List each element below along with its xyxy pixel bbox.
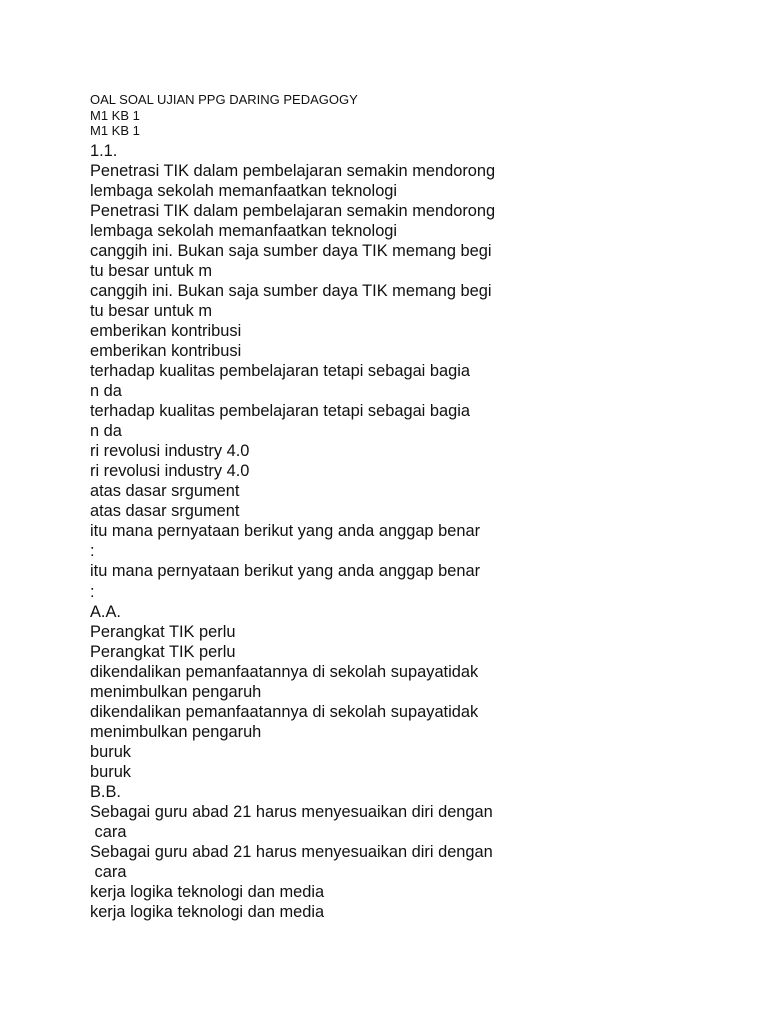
text-line: tu besar untuk m	[90, 261, 213, 280]
text-line: ri revolusi industry 4.0	[90, 442, 250, 461]
text-line: cara	[90, 863, 127, 882]
text-line: kerja logika teknologi dan media	[90, 903, 325, 922]
text-line: itu mana pernyataan berikut yang anda anggap benar	[90, 522, 481, 541]
text-line: A.A.	[90, 602, 121, 621]
module-label: M1 KB 1	[90, 107, 140, 123]
text-line: atas dasar srgument	[90, 502, 240, 521]
document-page	[90, 92, 495, 922]
text-line: buruk	[90, 762, 132, 781]
text-line: canggih ini. Bukan saja sumber daya TIK memang begi	[90, 241, 492, 260]
text-line: dikendalikan pemanfaatannya di sekolah supayatidak	[90, 662, 479, 681]
module-label: M1 KB 1	[90, 123, 140, 138]
text-line: dikendalikan pemanfaatannya di sekolah supayatidak	[90, 702, 479, 721]
text-line: Perangkat TIK perlu	[90, 622, 236, 641]
text-line: tu besar untuk m	[90, 301, 213, 320]
text-line: 1.1.	[90, 141, 118, 160]
text-line: Sebagai guru abad 21 harus menyesuaikan diri dengan	[90, 803, 493, 822]
text-line: Perangkat TIK perlu	[90, 642, 236, 661]
text-line: Penetrasi TIK dalam pembelajaran semakin mendorong	[90, 201, 496, 220]
text-line: atas dasar srgument	[90, 482, 240, 501]
text-line: :	[90, 542, 95, 561]
text-line: emberikan kontribusi	[90, 341, 242, 360]
text-line: n da	[90, 382, 122, 401]
text-line: menimbulkan pengaruh	[90, 682, 262, 701]
text-line: menimbulkan pengaruh	[90, 722, 262, 741]
text-line: n da	[90, 422, 122, 441]
text-line: terhadap kualitas pembelajaran tetapi sebagai bagia	[90, 362, 470, 381]
text-line: buruk	[90, 742, 132, 761]
text-line: lembaga sekolah memanfaatkan teknologi	[90, 181, 398, 200]
text-line: canggih ini. Bukan saja sumber daya TIK memang begi	[90, 281, 492, 300]
text-line: :	[90, 582, 95, 601]
document-title: OAL SOAL UJIAN PPG DARING PEDAGOGY	[90, 92, 358, 107]
document-body	[90, 141, 495, 923]
text-line: emberikan kontribusi	[90, 321, 242, 340]
text-line: B.B.	[90, 783, 121, 801]
text-line: Penetrasi TIK dalam pembelajaran semakin mendorong	[90, 161, 496, 180]
text-line: cara	[90, 823, 127, 842]
text-line: terhadap kualitas pembelajaran tetapi sebagai bagia	[90, 402, 470, 421]
text-line: ri revolusi industry 4.0	[90, 462, 250, 481]
text-line: lembaga sekolah memanfaatkan teknologi	[90, 221, 398, 240]
text-line: kerja logika teknologi dan media	[90, 883, 325, 902]
text-line: Sebagai guru abad 21 harus menyesuaikan diri dengan	[90, 843, 493, 862]
text-line: itu mana pernyataan berikut yang anda anggap benar	[90, 562, 481, 581]
